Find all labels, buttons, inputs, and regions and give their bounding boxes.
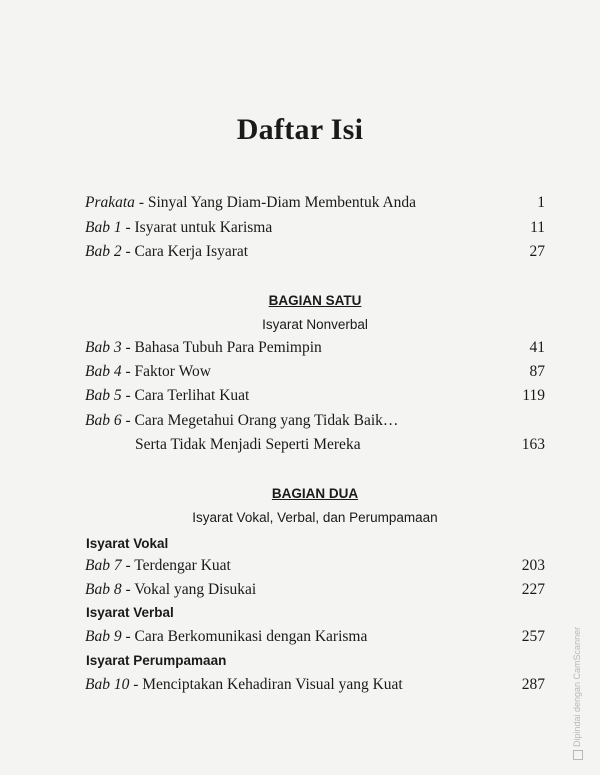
- entry-label: Bab 2: [85, 243, 122, 260]
- entry-label: Bab 10: [85, 676, 130, 693]
- entry-title: - Sinyal Yang Diam-Diam Membentuk Anda: [134, 194, 417, 211]
- entry-page-number: 11: [530, 219, 545, 236]
- toc-entry-bab-2[interactable]: [85, 241, 545, 263]
- part-one-heading: BAGIAN SATU: [268, 293, 362, 308]
- toc-entry-bab-10[interactable]: [85, 674, 545, 696]
- entry-label: Bab 1: [85, 219, 122, 236]
- entry-page-number: 257: [521, 628, 545, 645]
- entry-page-number: 163: [521, 436, 545, 453]
- part-two-heading: BAGIAN DUA: [271, 486, 359, 501]
- entry-title: - Bahasa Tubuh Para Pemimpin: [121, 339, 322, 356]
- toc-entry-bab-9[interactable]: [85, 626, 545, 648]
- watermark-text: Dipindai dengan CamScanner: [572, 626, 582, 747]
- scanner-watermark: [572, 627, 583, 760]
- entry-label: Bab 5: [85, 387, 122, 404]
- page-title: Daftar Isi: [236, 113, 364, 146]
- toc-entry-bab-1[interactable]: [85, 217, 545, 239]
- entry-page-number: 1: [537, 194, 545, 211]
- group-heading-isyarat-perumpamaan: Isyarat Perumpamaan: [86, 653, 227, 668]
- toc-entry-bab-5[interactable]: [85, 385, 545, 407]
- toc-entry-bab-7[interactable]: [85, 555, 545, 577]
- part-two-subtitle: Isyarat Vokal, Verbal, dan Perumpamaan: [192, 510, 438, 525]
- entry-page-number: 87: [529, 363, 545, 380]
- toc-entry-bab-6[interactable]: [85, 410, 545, 432]
- toc-entry-bab-8[interactable]: [85, 579, 545, 601]
- group-heading-isyarat-verbal: Isyarat Verbal: [86, 605, 174, 620]
- entry-title: - Terdengar Kuat: [121, 557, 231, 574]
- entry-page-number: 27: [529, 243, 545, 260]
- camscanner-icon: [573, 750, 583, 760]
- toc-entry-bab-4[interactable]: [85, 361, 545, 383]
- entry-page-number: 227: [521, 581, 545, 598]
- entry-page-number: 119: [522, 387, 545, 404]
- entry-title: - Cara Berkomunikasi dengan Karisma: [121, 628, 368, 645]
- toc-entry-bab-3[interactable]: [85, 337, 545, 359]
- part-one-subtitle: Isyarat Nonverbal: [262, 317, 368, 332]
- entry-label: Bab 9: [85, 628, 122, 645]
- entry-title: - Menciptakan Kehadiran Visual yang Kuat: [129, 676, 403, 693]
- entry-page-number: 287: [521, 676, 545, 693]
- entry-page-number: 203: [521, 557, 545, 574]
- group-heading-isyarat-vokal: Isyarat Vokal: [86, 536, 169, 551]
- entry-title: - Vokal yang Disukai: [121, 581, 257, 598]
- entry-title: - Cara Kerja Isyarat: [121, 243, 249, 260]
- entry-title: - Cara Terlihat Kuat: [121, 387, 250, 404]
- entry-title: - Faktor Wow: [121, 363, 211, 380]
- entry-title: - Cara Megetahui Orang yang Tidak Baik…: [121, 412, 399, 429]
- entry-label: Bab 3: [85, 339, 122, 356]
- toc-entry-bab-6-continuation[interactable]: [135, 434, 545, 456]
- entry-label: Bab 8: [85, 581, 122, 598]
- entry-title: - Isyarat untuk Karisma: [121, 219, 273, 236]
- entry-label: Bab 7: [85, 557, 122, 574]
- entry-title: Serta Tidak Menjadi Seperti Mereka: [135, 436, 361, 453]
- entry-label: Bab 4: [85, 363, 122, 380]
- toc-entry-prakata[interactable]: [85, 192, 545, 214]
- entry-label: Bab 6: [85, 412, 122, 429]
- entry-page-number: 41: [529, 339, 545, 356]
- entry-label: Prakata: [85, 194, 135, 211]
